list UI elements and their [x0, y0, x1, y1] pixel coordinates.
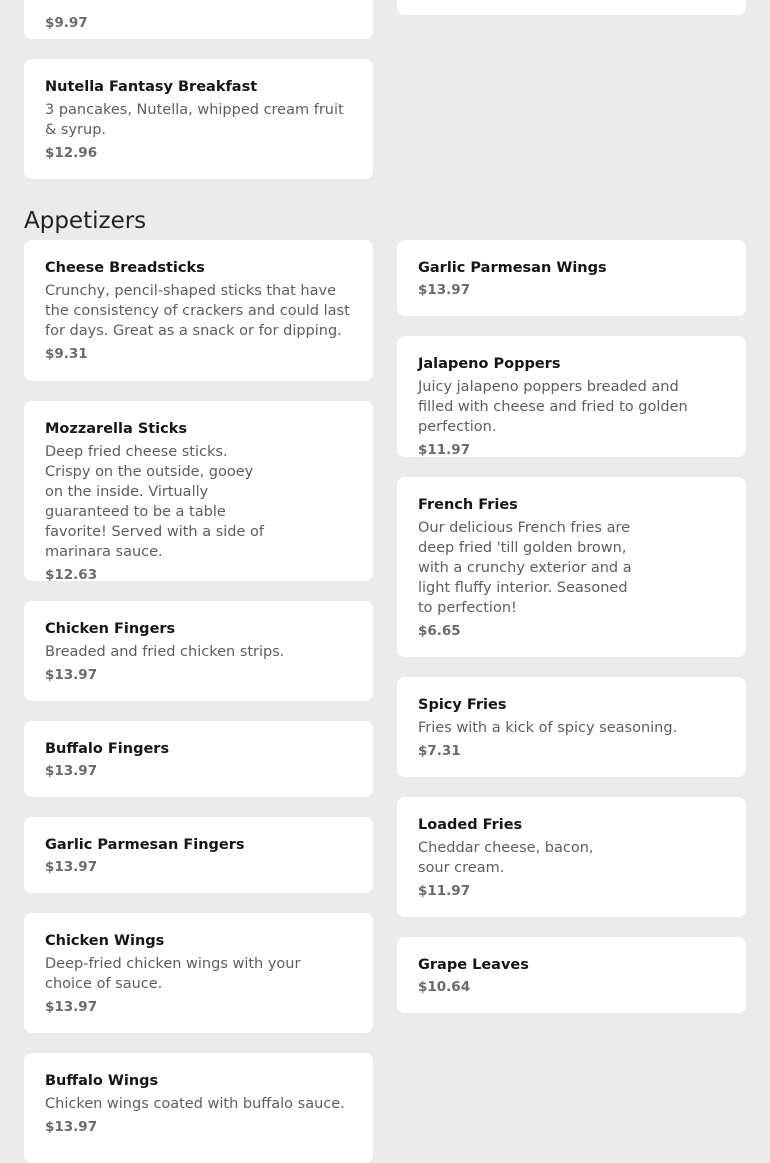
item-name: Chicken Fingers — [45, 621, 176, 637]
item-name: Jalapeno Poppers — [418, 356, 561, 372]
item-description: Deep-fried chicken wings with your choice of sauce. — [45, 956, 301, 992]
menu-item-card[interactable] — [24, 601, 373, 701]
menu-item-card[interactable] — [397, 937, 746, 1013]
menu-item-card[interactable] — [24, 240, 373, 381]
menu-item-card[interactable] — [397, 477, 746, 657]
item-price: $9.31 — [45, 346, 88, 362]
item-description: Fries with a kick of spicy seasoning. — [418, 720, 678, 736]
item-description: Cheddar cheese, bacon, sour cream. — [418, 840, 594, 876]
item-description: Juicy jalapeno poppers breaded and filled with cheese and fried to golden perfection. — [418, 379, 688, 435]
menu-item-card[interactable] — [397, 0, 746, 15]
item-description: Crunchy, pencil-shaped sticks that have the consistency of crackers and could last for days. Great as a snack or for dipping. — [45, 283, 350, 339]
item-description: Our delicious French fries are deep fried 'till golden brown, with a crunchy exterior and a light fluffy interior. Seasoned to perfection! — [418, 520, 632, 616]
item-name: French Fries — [418, 497, 518, 513]
item-price: $13.97 — [45, 1119, 98, 1135]
menu-item-card[interactable] — [24, 913, 373, 1033]
item-price: $13.97 — [45, 667, 98, 683]
item-name: Chicken Wings — [45, 933, 165, 949]
item-price: $11.97 — [418, 442, 471, 458]
item-name: Mozzarella Sticks — [45, 421, 188, 437]
item-price: $13.97 — [45, 763, 98, 779]
menu-item-card[interactable] — [397, 240, 746, 316]
item-price: $12.63 — [45, 567, 98, 583]
menu-item-card[interactable] — [397, 336, 746, 457]
item-description: Chicken wings coated with buffalo sauce. — [45, 1096, 345, 1112]
section-title-appetizers: Appetizers — [24, 208, 147, 234]
menu-item-card[interactable] — [24, 0, 373, 39]
menu-item-card[interactable] — [397, 677, 746, 777]
menu-item-card[interactable] — [24, 401, 373, 581]
item-description: Breaded and fried chicken strips. — [45, 644, 285, 660]
menu-item-card[interactable] — [397, 797, 746, 917]
item-price: $6.65 — [418, 623, 461, 639]
item-name: Buffalo Fingers — [45, 741, 170, 757]
item-name: Nutella Fantasy Breakfast — [45, 79, 258, 95]
item-name: Garlic Parmesan Fingers — [45, 837, 245, 853]
item-name: Loaded Fries — [418, 817, 523, 833]
item-price: $12.96 — [45, 145, 98, 161]
menu-item-card[interactable] — [24, 59, 373, 179]
item-name: Grape Leaves — [418, 957, 529, 973]
item-price: $7.31 — [418, 743, 461, 759]
item-name: Buffalo Wings — [45, 1073, 159, 1089]
item-price: $10.64 — [418, 979, 471, 995]
item-price: $13.97 — [418, 282, 471, 298]
menu-item-card[interactable] — [24, 721, 373, 797]
item-description: 3 pancakes, Nutella, whipped cream fruit & syrup. — [45, 102, 344, 138]
item-description: Deep fried cheese sticks. Crispy on the outside, gooey on the inside. Virtually guaranteed to be a table favorite! Served with a side of marinara sauce. — [45, 444, 265, 560]
menu-item-card[interactable] — [24, 1053, 373, 1163]
item-price: $13.97 — [45, 859, 98, 875]
item-price: $9.97 — [45, 15, 88, 31]
item-name: Garlic Parmesan Wings — [418, 260, 607, 276]
item-price: $13.97 — [45, 999, 98, 1015]
menu-item-card[interactable] — [24, 817, 373, 893]
item-price: $11.97 — [418, 883, 471, 899]
item-name: Spicy Fries — [418, 697, 507, 713]
item-name: Cheese Breadsticks — [45, 260, 205, 276]
